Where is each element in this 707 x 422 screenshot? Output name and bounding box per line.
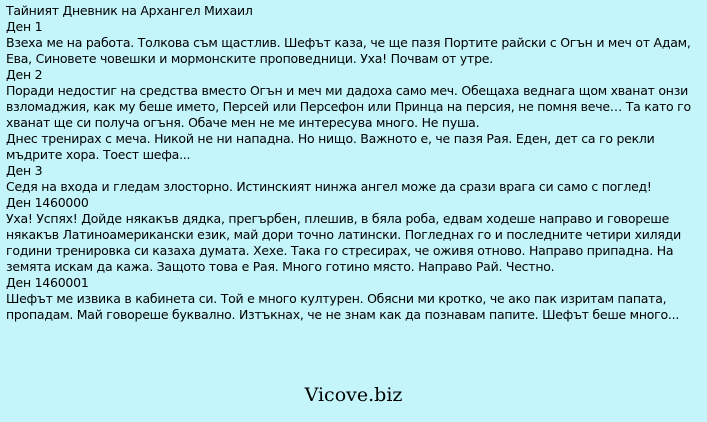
diary-entry: Уха! Успях! Дойде някакъв дядка, прегърбен, плешив, в бяла роба, едвам ходеше направо и говореше някакъв Латиноамерикански език, май дори точно латински. Погледнах го и последните четири хиляди години тренировка си казаха думата. Хехе. Така го стресирах, че оживя отново. Направо припадна. На земята искам да кажа. Защото това е Рая. Много готино място. Направо Рай. Честно.: [6, 211, 681, 274]
day-heading: Ден 1460001: [6, 275, 89, 290]
diary-document: [6, 3, 704, 323]
diary-entry: Взеха ме на работа. Толкова съм щастлив. Шефът каза, че ще пазя Портите райски с Огън и меч от Адам, Ева, Синовете човешки и мормонските проповедници. Уха! Почвам от утре.: [6, 35, 691, 66]
diary-entry: Шефът ме извика в кабинета си. Той е много културен. Обясни ми кротко, че ако пак изритам папата, пропадам. Май говореше буквално. Изтъкнах, че не знам как да познавам папите. Шефът беше много...: [6, 291, 680, 322]
diary-entry: Поради недостиг на средства вместо Огън и меч ми дадоха само меч. Обещаха веднага щом хванат онзи взломаджия, как му беше името, Персей или Персефон или Принца на персия, не помня вече… Та като го хванат ще си получа огъня. Обаче мен не ме интересува много. Не пуша.: [6, 83, 691, 130]
day-heading: Ден 3: [6, 163, 43, 178]
day-heading: Ден 2: [6, 67, 43, 82]
day-heading: Ден 1460000: [6, 195, 89, 210]
site-footer-watermark: Vicove.biz: [304, 384, 403, 406]
diary-title: Тайният Дневник на Архангел Михаил: [6, 3, 253, 18]
diary-entry: Седя на входа и гледам злосторно. Истинският нинжа ангел може да срази врага си само с поглед!: [6, 179, 652, 194]
day-heading: Ден 1: [6, 19, 43, 34]
diary-entry: Днес тренирах с меча. Никой не ни нападна. Но нищо. Важното е, че пазя Рая. Еден, дет са го рекли мъдрите хора. Тоест шефа...: [6, 131, 655, 162]
